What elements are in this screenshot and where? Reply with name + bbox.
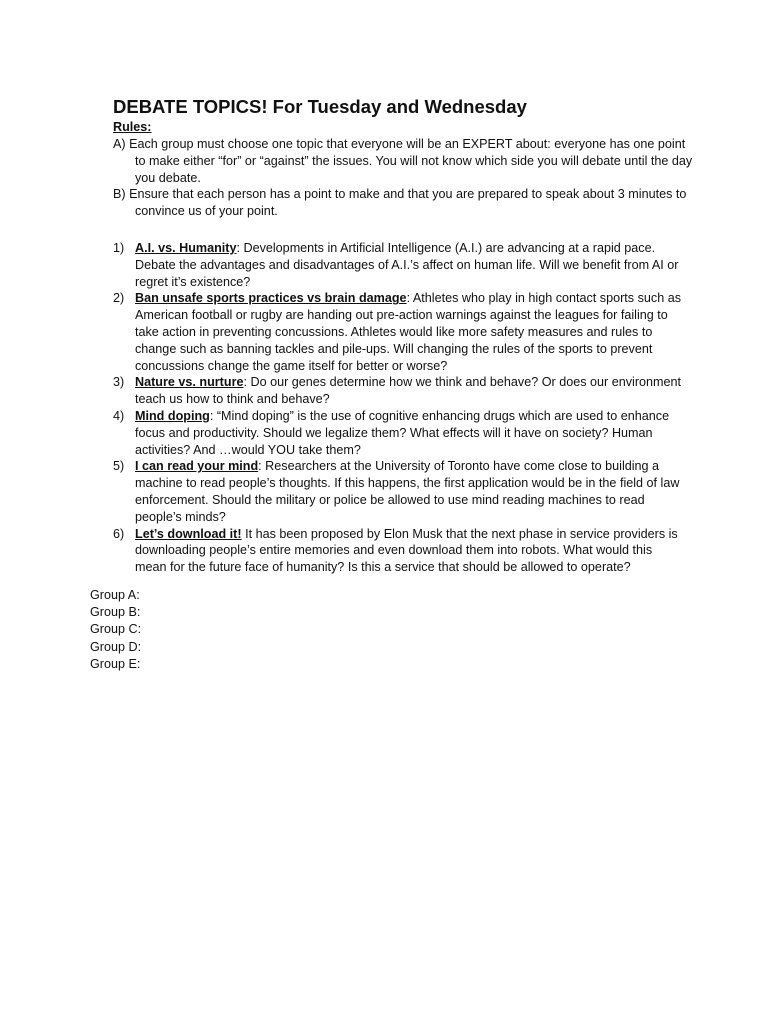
group-c-label: Group C:	[90, 622, 142, 637]
topic-number: 2)	[113, 291, 125, 306]
topics-list	[113, 240, 683, 576]
topic-text: : Athletes who play in high contact sports such as American football or rugby are handing out pre-action warnings against the leagues for failing to take action in preventing concussions. Athletes would like more safety measures and rules to change such as banning tackles and pile-ups. Will changing the rules of the sports to prevent concussions change the game itself for better or worse?	[135, 291, 681, 373]
topic-text: : Developments in Artificial Intelligence (A.I.) are advancing at a rapid pace. Debate the advantages and disadvantages of A.I.’s affect on human life. Will we benefit from AI or regret it’s existence?	[135, 241, 679, 289]
rule-a: A) Each group must choose one topic that everyone will be an EXPERT about: everyone has one point to make either “for” or “against” the issues. You will not know which side you will debate until the day you debate.	[113, 137, 693, 185]
group-signup-list	[90, 587, 141, 673]
rules-list	[113, 136, 693, 220]
topic-item-6	[113, 526, 683, 576]
group-d-label: Group D:	[90, 639, 142, 654]
topic-item-4	[113, 408, 683, 458]
topic-item-3	[113, 374, 683, 408]
topic-text: : Do our genes determine how we think and behave? Or does our environment teach us how to think and behave?	[135, 375, 682, 407]
rule-b: B) Ensure that each person has a point to make and that you are prepared to speak about 3 minutes to convince us of your point.	[113, 187, 687, 219]
group-e-label: Group E:	[90, 656, 141, 671]
topic-number: 3)	[113, 375, 125, 390]
topic-item-5	[113, 458, 683, 525]
page-title: DEBATE TOPICS! For Tuesday and Wednesday	[113, 96, 527, 117]
topic-text: : “Mind doping” is the use of cognitive enhancing drugs which are used to enhance focus and productivity. Should we legalize them? What effects will it have on society? Human activities? And …would YOU take them?	[135, 408, 670, 457]
topic-item-1	[113, 240, 683, 290]
topic-number: 6)	[113, 526, 125, 541]
topic-number: 5)	[113, 459, 125, 474]
topic-heading: Ban unsafe sports practices vs brain damage	[135, 291, 407, 306]
group-a-label: Group A:	[90, 588, 140, 602]
topic-heading: Mind doping	[135, 408, 210, 423]
topic-number: 1)	[113, 241, 125, 255]
topic-item-2	[113, 290, 683, 374]
group-b-label: Group B:	[90, 605, 141, 620]
rules-heading: Rules:	[113, 120, 152, 134]
topic-heading: Nature vs. nurture	[135, 375, 244, 390]
topic-text: It has been proposed by Elon Musk that the next phase in service providers is downloading people’s entire memories and even download them into robots. What would this mean for the future face of humanity? Is this a service that should be allowed to operate?	[135, 526, 678, 575]
topic-heading: Let’s download it!	[135, 526, 242, 541]
topic-heading: A.I. vs. Humanity	[135, 241, 237, 255]
topic-number: 4)	[113, 408, 125, 423]
topic-text: : Researchers at the University of Toronto have come close to building a machine to read people’s thoughts. If this happens, the first application would be in the field of law enforcement. Should the military or police be allowed to use mind reading machines to read people’s minds?	[135, 459, 680, 524]
topic-heading: I can read your mind	[135, 459, 259, 474]
